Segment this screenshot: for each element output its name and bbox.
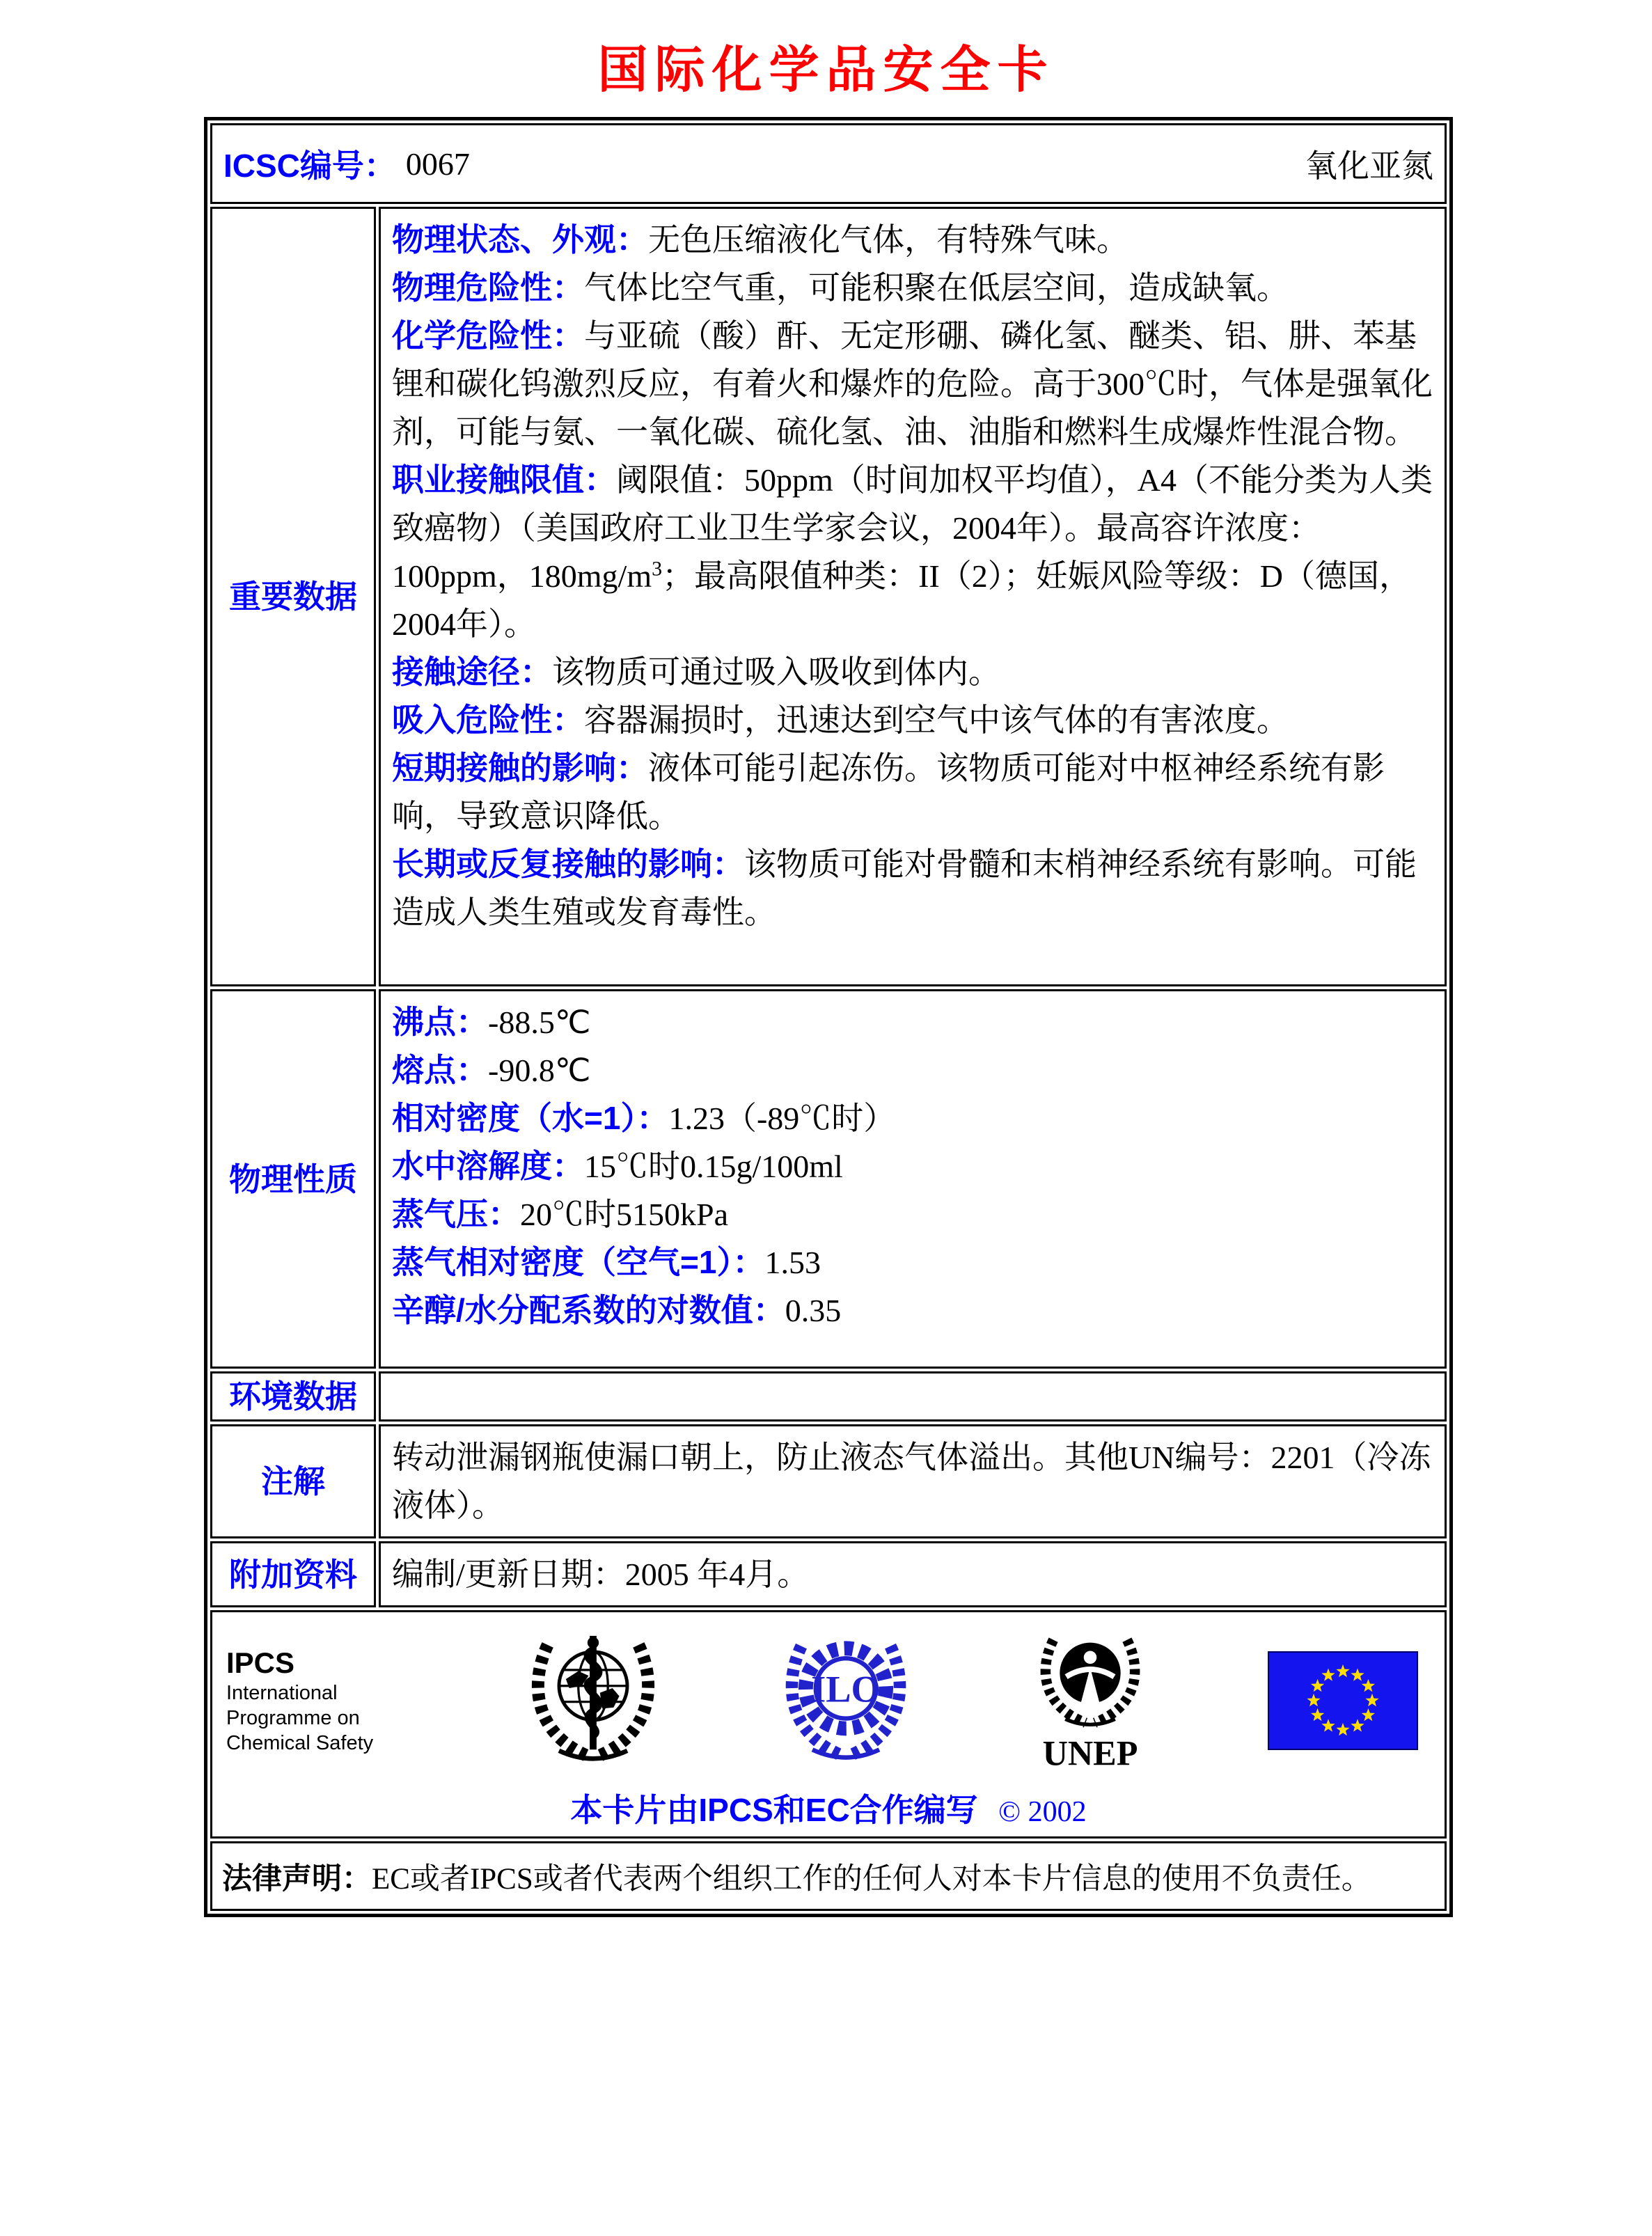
additional-info-content: 编制/更新日期：2005 年4月。 <box>379 1541 1447 1607</box>
environmental-data-content <box>379 1371 1447 1422</box>
data-item: 水中溶解度：15℃时0.15g/100ml <box>392 1148 843 1184</box>
legal-row <box>210 1841 1447 1911</box>
icsc-number-label: ICSC编号： <box>223 148 396 184</box>
logos-cell <box>210 1610 1447 1839</box>
section-label-physical-properties: 物理性质 <box>210 989 376 1369</box>
ipcs-acronym: IPCS <box>226 1646 295 1679</box>
header-row <box>210 123 1447 204</box>
data-item: 蒸气相对密度（空气=1）：1.53 <box>392 1244 821 1280</box>
header-cell <box>210 123 1447 204</box>
legal-cell <box>210 1841 1447 1911</box>
data-item: 辛醇/水分配系数的对数值：0.35 <box>392 1292 842 1328</box>
data-item: 长期或反复接触的影响：该物质可能对骨髓和末梢神经系统有影响。可能造成人类生殖或发育毒性。 <box>392 846 1417 930</box>
additional-info-row <box>210 1541 1447 1607</box>
legal-label: 法律声明： <box>222 1861 372 1896</box>
superscript: 3 <box>652 557 663 581</box>
data-item: 化学危险性：与亚硫（酸）酐、无定形硼、磷化氢、醚类、铝、肼、苯基锂和碳化钨激烈反应，有着火和爆炸的危险。高于300℃时，气体是强氧化剂，可能与氨、一氧化碳、硫化氢、油、油脂和燃料生成爆炸性混合物。 <box>392 317 1433 450</box>
caption-line <box>219 1785 1438 1831</box>
logos-line <box>219 1618 1438 1781</box>
section-label-notes: 注解 <box>210 1424 376 1538</box>
ipcs-line: International <box>226 1682 338 1704</box>
svg-text:UNEP: UNEP <box>1042 1733 1138 1773</box>
data-item: 短期接触的影响：液体可能引起冻伤。该物质可能对中枢神经系统有影响，导致意识降低。 <box>392 750 1385 834</box>
data-item: 接触途径：该物质可通过吸入吸收到体内。 <box>392 654 1000 690</box>
section-label-environmental-data: 环境数据 <box>210 1371 376 1422</box>
who-logo-icon <box>525 1629 661 1772</box>
svg-text:ILO: ILO <box>811 1668 881 1710</box>
section-label-additional-info: 附加资料 <box>210 1541 376 1607</box>
icsc-card-table <box>204 117 1453 1917</box>
important-data-content <box>379 207 1447 986</box>
data-item: 沸点：-88.5℃ <box>392 1004 591 1040</box>
environmental-data-row <box>210 1371 1447 1422</box>
unep-logo-icon <box>1030 1621 1150 1781</box>
data-item: 职业接触限值：阈限值：50ppm（时间加权平均值），A4（不能分类为人类致癌物）（美国政府工业卫生学家会议，2004年）。最高容许浓度：100ppm，$180mg/m^3$；最高限值种类：II（2）；妊娠风险等级：D（德国，2004年）。 <box>392 462 1433 642</box>
important-data-row <box>210 207 1447 986</box>
section-label-important-data: 重要数据 <box>210 207 376 986</box>
page-title: 国际化学品安全卡 <box>597 42 1055 98</box>
ilo-logo-icon <box>779 1629 913 1772</box>
data-item: 蒸气压：20℃时5150kPa <box>392 1196 728 1232</box>
logos-row <box>210 1610 1447 1839</box>
physical-properties-content <box>379 989 1447 1369</box>
caption-copyright: © 2002 <box>998 1796 1087 1828</box>
legal-text: EC或者IPCS或者代表两个组织工作的任何人对本卡片信息的使用不负责任。 <box>372 1862 1371 1896</box>
data-item: 吸入危险性：容器漏损时，迅速达到空气中该气体的有害浓度。 <box>392 702 1289 738</box>
ipcs-line: Chemical Safety <box>226 1732 374 1754</box>
ipcs-line: Programme on <box>226 1707 360 1729</box>
chemical-name: 氧化亚氮 <box>1305 148 1433 184</box>
icsc-number-value: 0067 <box>405 145 470 182</box>
data-item: 熔点：-90.8℃ <box>392 1052 591 1088</box>
notes-row <box>210 1424 1447 1538</box>
ipcs-text-block <box>226 1646 407 1756</box>
data-item: 物理危险性：气体比空气重，可能积聚在低层空间，造成缺氧。 <box>392 269 1289 306</box>
eu-flag-icon <box>1268 1651 1418 1750</box>
notes-content: 转动泄漏钢瓶使漏口朝上，防止液态气体溢出。其他UN编号：2201（冷冻液体）。 <box>379 1424 1447 1538</box>
data-item: 物理状态、外观：无色压缩液化气体，有特殊气味。 <box>392 221 1128 258</box>
caption-text: 本卡片由IPCS和EC合作编写 <box>570 1792 978 1828</box>
physical-properties-row <box>210 989 1447 1369</box>
data-item: 相对密度（水=1）：1.23（-89℃时） <box>392 1100 896 1136</box>
icsc-number-group <box>223 141 470 187</box>
